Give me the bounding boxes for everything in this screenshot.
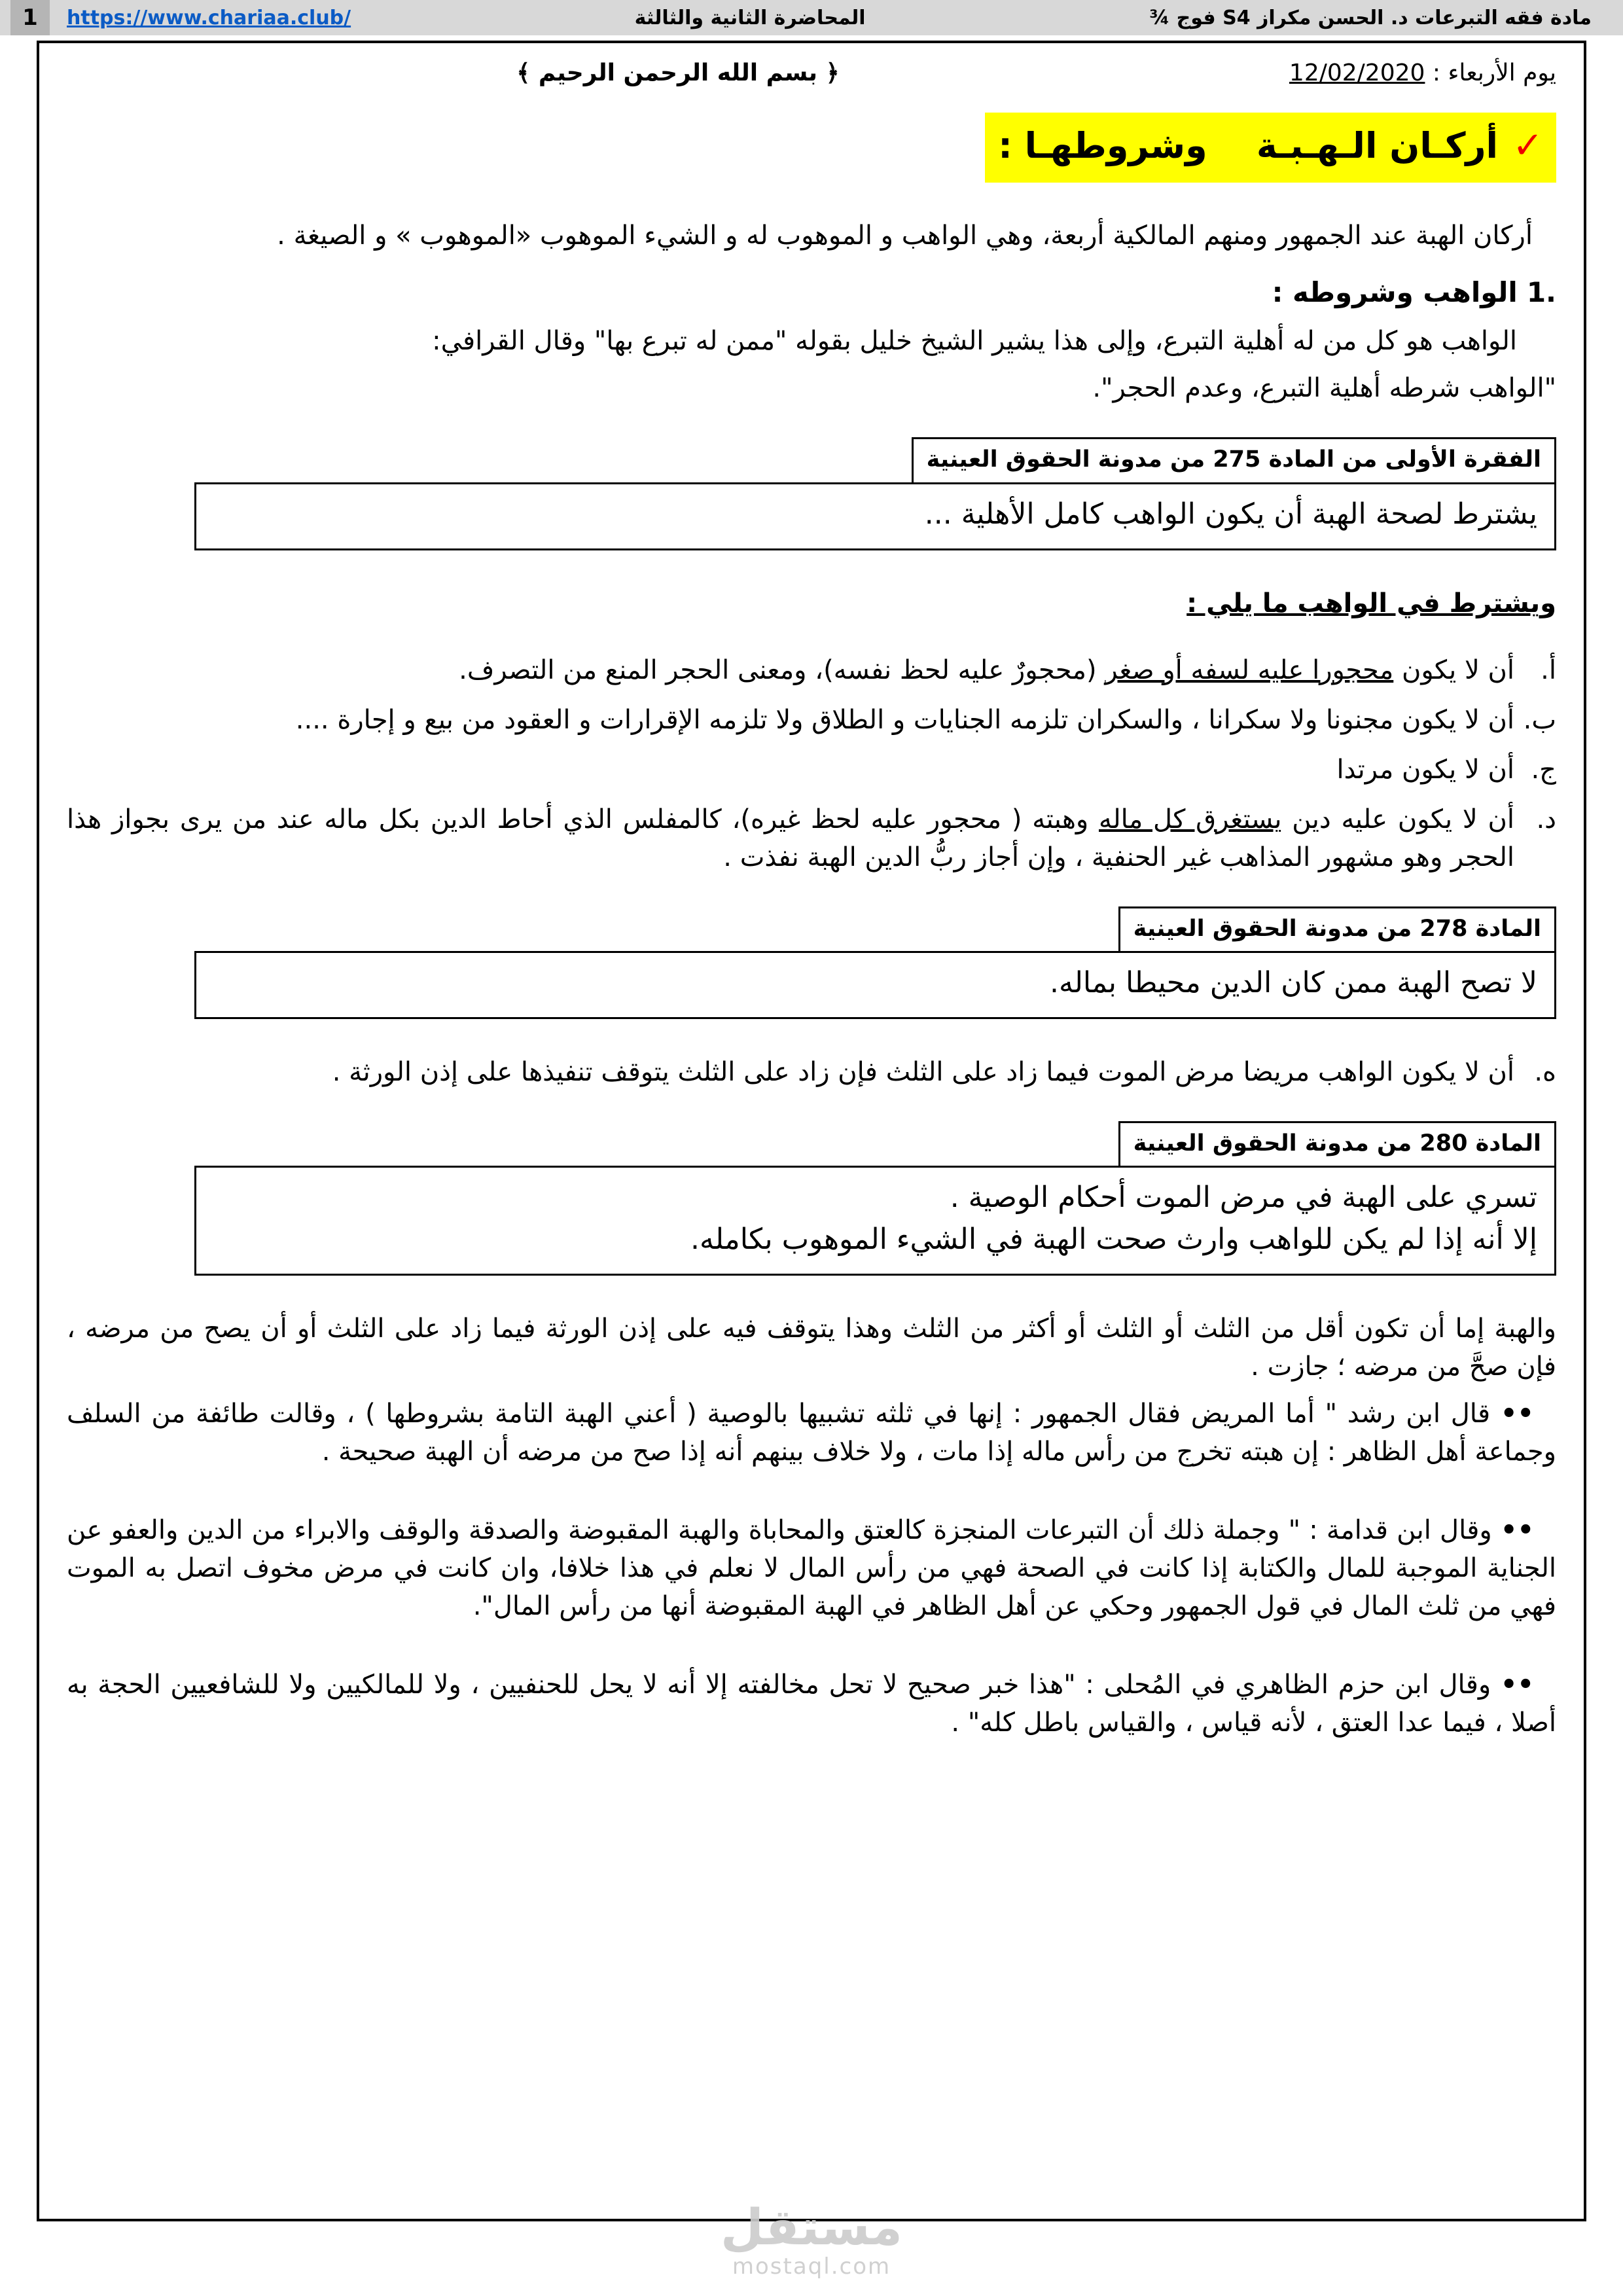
checkmark-icon: ✓	[1512, 124, 1543, 168]
law-box-275-text: يشترط لصحة الهبة أن يكون الواهب كامل الأهلية ...	[924, 497, 1537, 531]
condition-marker: ه.	[1534, 1056, 1556, 1087]
highlighted-title	[985, 113, 1556, 183]
header-spacer	[351, 0, 635, 35]
law-box-278-header: المادة 278 من مدونة الحقوق العينية	[1118, 906, 1556, 954]
quote-ibn-hazm	[67, 1666, 1556, 1742]
double-bullet-icon: ••	[1500, 1515, 1535, 1545]
quote-text: قال ابن رشد " أما المريض فقال الجمهور : إنها في ثلثه تشبيها بالوصية ( أعني الهبة التامة بشروطها ) ، وقالت طائفة من السلف وجماعة أهل الظاهر : إن هبته تخرج من رأس ماله إذا مات ، ولا خلاف بينهم أنه إذا صح من مرضه أن الهبة صحيحة .	[67, 1398, 1556, 1467]
law-box-278	[67, 906, 1556, 1019]
section1-paragraph: الواهب هو كل من له أهلية التبرع، وإلى هذا يشير الشيخ خليل بقوله "ممن له تبرع بها" وقال القرافي:	[432, 326, 1517, 357]
law-box-280-line2: إلا أنه إذا لم يكن للواهب وارث صحت الهبة في الشيء الموهوب بكامله.	[690, 1223, 1537, 1257]
condition-text: أن لا يكون محجورا عليه لسفه أو صغر (محجورٌ عليه لحظ نفسه)، ومعنى الحجر المنع من التصرف.	[459, 655, 1514, 685]
section-title-row	[67, 113, 1556, 183]
watermark	[721, 2200, 902, 2279]
section-number: 1.	[1526, 276, 1556, 309]
date-line	[1289, 56, 1556, 90]
condition-item-d	[67, 800, 1556, 876]
law-box-278-body	[194, 951, 1556, 1019]
law-box-275-body	[194, 482, 1556, 550]
quote-ibn-rushd	[67, 1395, 1556, 1471]
basmala: ﴿ بسم الله الرحمن الرحيم ﴾	[516, 60, 840, 86]
course-title: مادة فقه التبرعات د. الحسن مكراز S4 فوج ¾	[1149, 6, 1592, 29]
law-box-280-body	[194, 1166, 1556, 1276]
condition-marker: ب.	[1523, 704, 1556, 735]
conditions-intro: ويشترط في الواهب ما يلي :	[1186, 588, 1556, 619]
condition-marker: أ.	[1541, 655, 1556, 685]
condition-text: أن لا يكون مرتدا	[1336, 754, 1514, 785]
site-url	[67, 0, 351, 35]
watermark-arabic: مستقل	[721, 2198, 902, 2257]
day-label: يوم الأربعاء :	[1432, 60, 1556, 86]
top-header-bar	[0, 0, 1623, 35]
meta-row	[67, 56, 1556, 90]
quote-text: وقال ابن قدامة : " وجملة ذلك أن التبرعات المنجزة كالعتق والمحاباة والهبة المقبوضة والصدقة والوقف والابراء من الدين والعفو عن الجناية الموجبة للمال والكتابة إذا كانت في الصحة فهي من رأس المال لا نعلم في هذا خلافا، وان كانت في مرض مخوف اتصل به الموت فهي من ثلث المال في قول الجمهور وحكي عن أهل الظاهر في الهبة المقبوضة أنها من رأس المال".	[67, 1515, 1556, 1621]
law-box-280	[67, 1121, 1556, 1276]
law-box-275	[67, 437, 1556, 550]
document-frame	[37, 41, 1586, 2221]
lecture-title: المحاضرة الثانية والثالثة	[634, 6, 866, 29]
section1-heading	[67, 273, 1556, 313]
condition-text: أن لا يكون الواهب مريضا مرض الموت فيما زاد على الثلث فإن زاد على الثلث يتوقف تنفيذها على إذن الورثة .	[332, 1056, 1514, 1087]
watermark-latin: mostaql.com	[732, 2253, 891, 2280]
law-box-278-text: لا تصح الهبة ممن كان الدين محيطا بماله.	[1049, 966, 1537, 1000]
condition-item-c	[67, 751, 1556, 789]
quote-text: وقال ابن حزم الظاهري في المُحلى : "هذا خبر صحيح لا تحل مخالفته إلا أنه لا يحل للحنفيين ، ولا للمالكيين ولا للشافعيين الحجة به أصلا ، فيما عدا العتق ، لأنه قياس ، والقياس باطل كله" .	[67, 1669, 1556, 1738]
condition-marker: د.	[1536, 804, 1556, 834]
law-box-280-header: المادة 280 من مدونة الحقوق العينية	[1118, 1121, 1556, 1168]
condition-item-b	[67, 701, 1556, 739]
condition-item-a	[67, 651, 1556, 689]
law-box-280-line1: تسري على الهبة في مرض الموت أحكام الوصية .	[950, 1181, 1537, 1215]
header-spacer	[866, 0, 1150, 35]
section-heading-text: الواهب وشروطه :	[1272, 276, 1518, 309]
site-link[interactable]: https://www.chariaa.club/	[67, 6, 351, 29]
condition-item-e	[67, 1053, 1556, 1091]
quote-ibn-qudamah	[67, 1511, 1556, 1625]
intro-paragraph: أركان الهبة عند الجمهور ومنهم المالكية أربعة، وهي الواهب و الموهوب له و الشيء الموهوب «الموهوب » و الصيغة .	[277, 221, 1533, 251]
condition-text: أن لا يكون مجنونا ولا سكرانا ، والسكران تلزمه الجنايات و الطلاق ولا تلزمه الإقرارات و العقود من بيع و إجارة ....	[295, 704, 1514, 735]
double-bullet-icon: ••	[1500, 1398, 1534, 1429]
law-box-275-header: الفقرة الأولى من المادة 275 من مدونة الحقوق العينية	[912, 437, 1556, 484]
date-value: 12/02/2020	[1289, 60, 1425, 86]
double-bullet-icon: ••	[1500, 1669, 1534, 1700]
page-number: 1	[10, 0, 50, 35]
condition-text: أن لا يكون عليه دين يستغرق كل ماله وهبته ( محجور عليه لحظ غيره)، كالمفلس الذي أحاط الدين بكل ماله عند من يرى بجواز هذا الحجر وهو مشهور المذاهب غير الحنفية ، وإن أجاز ربُّ الدين الهبة نفذت .	[67, 804, 1514, 872]
section1-quote: "الواهب شرطه أهلية التبرع، وعدم الحجر".	[1092, 373, 1556, 404]
closing-paragraph: والهبة إما أن تكون أقل من الثلث أو الثلث أو أكثر من الثلث وهذا يتوقف فيه على إذن الورثة فيما زاد على الثلث أو أن يصح من مرضه ، فإن صحَّ من مرضه ؛ جازت .	[67, 1313, 1556, 1382]
condition-marker: ج.	[1531, 754, 1556, 785]
page-title: أركـان الـهـبـة وشروطهـا :	[998, 125, 1499, 167]
